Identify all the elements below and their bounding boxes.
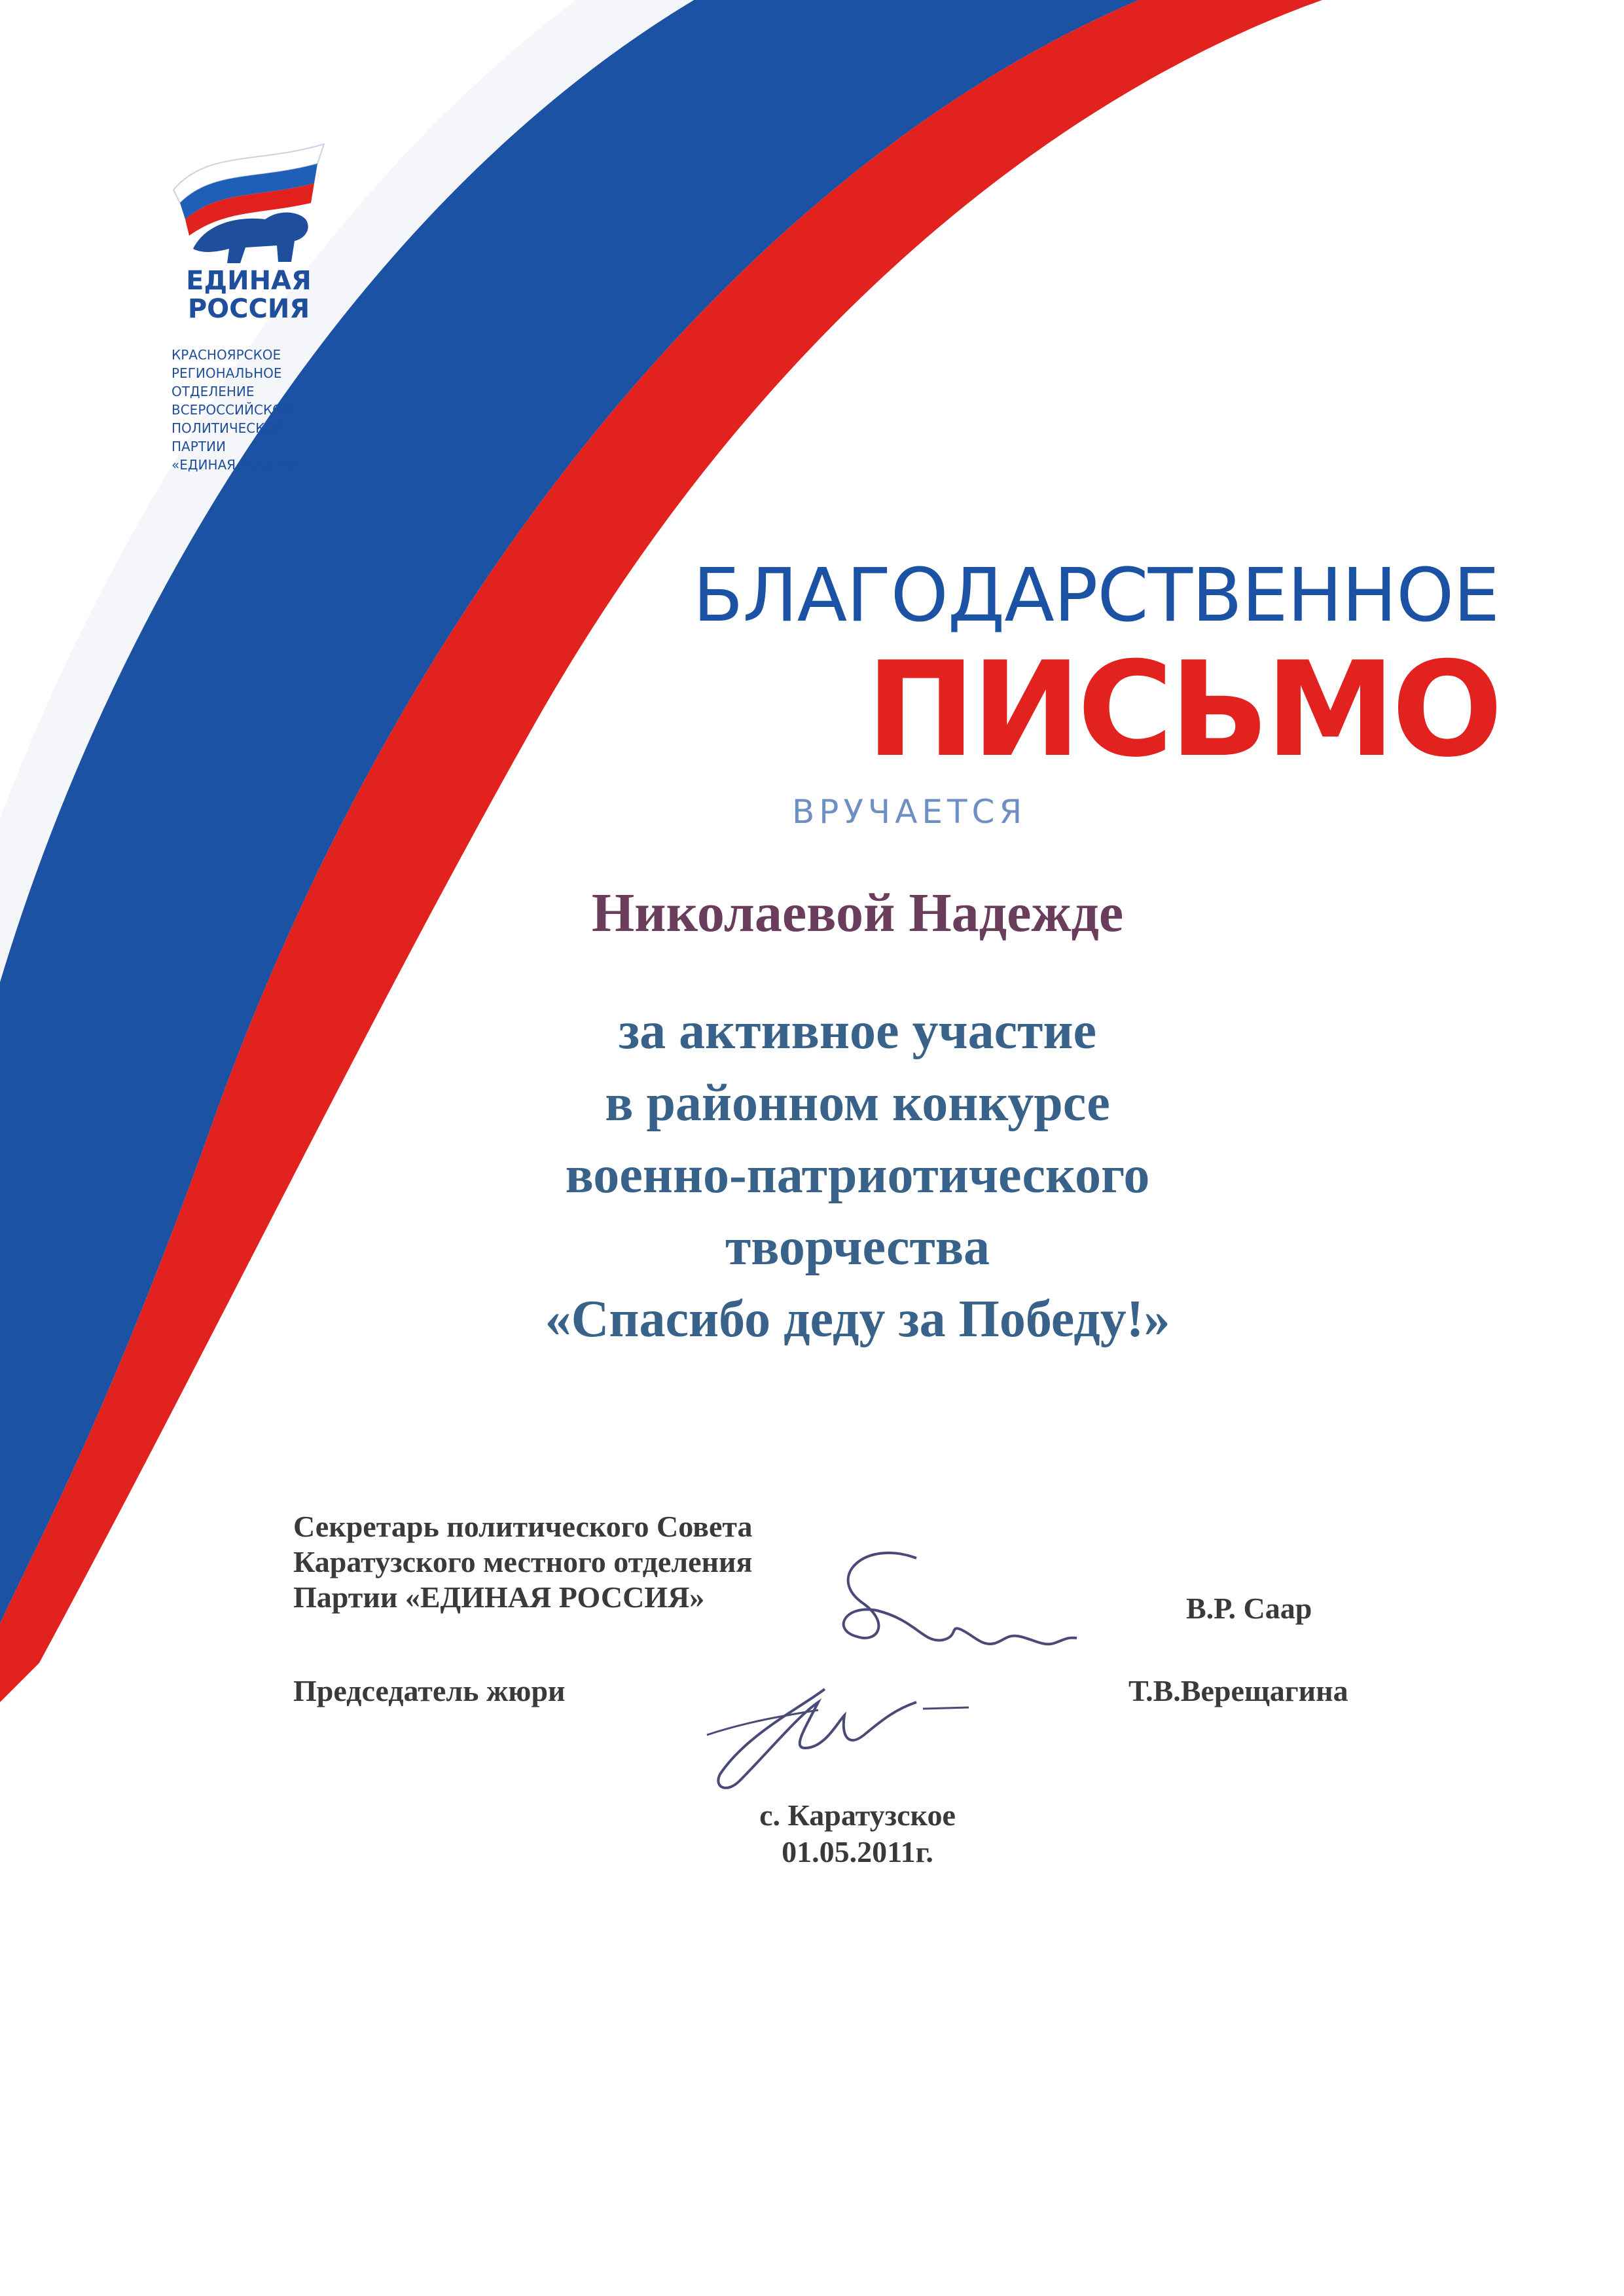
caption-line: ОТДЕЛЕНИЕ bbox=[171, 384, 255, 399]
place: с. Каратузское bbox=[759, 1798, 956, 1832]
title-line2: ПИСЬМО bbox=[865, 634, 1499, 786]
caption-line: КРАСНОЯРСКОЕ bbox=[171, 347, 281, 363]
title-line1: БЛАГОДАРСТВЕННОЕ bbox=[693, 553, 1499, 638]
reason-line: «Спасибо деду за Победу!» bbox=[545, 1290, 1170, 1348]
jury-chair-title: Председатель жюри bbox=[293, 1674, 566, 1707]
date: 01.05.2011г. bbox=[782, 1835, 933, 1868]
party-logo-name bbox=[170, 267, 327, 323]
handwritten-signatures bbox=[668, 1539, 1139, 1813]
reason-line: в районном конкурсе bbox=[605, 1074, 1110, 1132]
presented-label: ВРУЧАЕТСЯ bbox=[792, 793, 1027, 831]
regional-branch-caption bbox=[171, 346, 342, 474]
secretary-title-line: Каратузского местного отделения bbox=[293, 1545, 753, 1578]
caption-line: ПОЛИТИЧЕСКОЙ bbox=[171, 420, 285, 436]
reason-line: военно-патриотического bbox=[565, 1146, 1150, 1204]
secretary-title-line: Секретарь политического Совета bbox=[293, 1510, 753, 1543]
caption-line: ПАРТИИ bbox=[171, 439, 226, 454]
party-name-line2: РОССИЯ bbox=[187, 294, 310, 324]
caption-line: «ЕДИНАЯ РОССИЯ» bbox=[171, 457, 304, 473]
caption-line: ВСЕРОССИЙСКОЙ bbox=[171, 402, 293, 418]
award-reason bbox=[393, 995, 1322, 1355]
caption-line: РЕГИОНАЛЬНОЕ bbox=[171, 365, 282, 381]
reason-line: творчества bbox=[725, 1218, 990, 1276]
jury-chair-name: Т.В.Верещагина bbox=[1128, 1674, 1348, 1707]
secretary-title-line: Партии «ЕДИНАЯ РОССИЯ» bbox=[293, 1580, 705, 1614]
bear-flag-icon bbox=[167, 137, 331, 268]
secretary-name: В.Р. Саар bbox=[1186, 1592, 1312, 1625]
party-name-line1: ЕДИНАЯ bbox=[186, 266, 312, 296]
recipient-name: Николаевой Надежде bbox=[591, 883, 1124, 943]
place-and-date bbox=[655, 1797, 1060, 1870]
reason-line: за активное участие bbox=[619, 1002, 1096, 1060]
